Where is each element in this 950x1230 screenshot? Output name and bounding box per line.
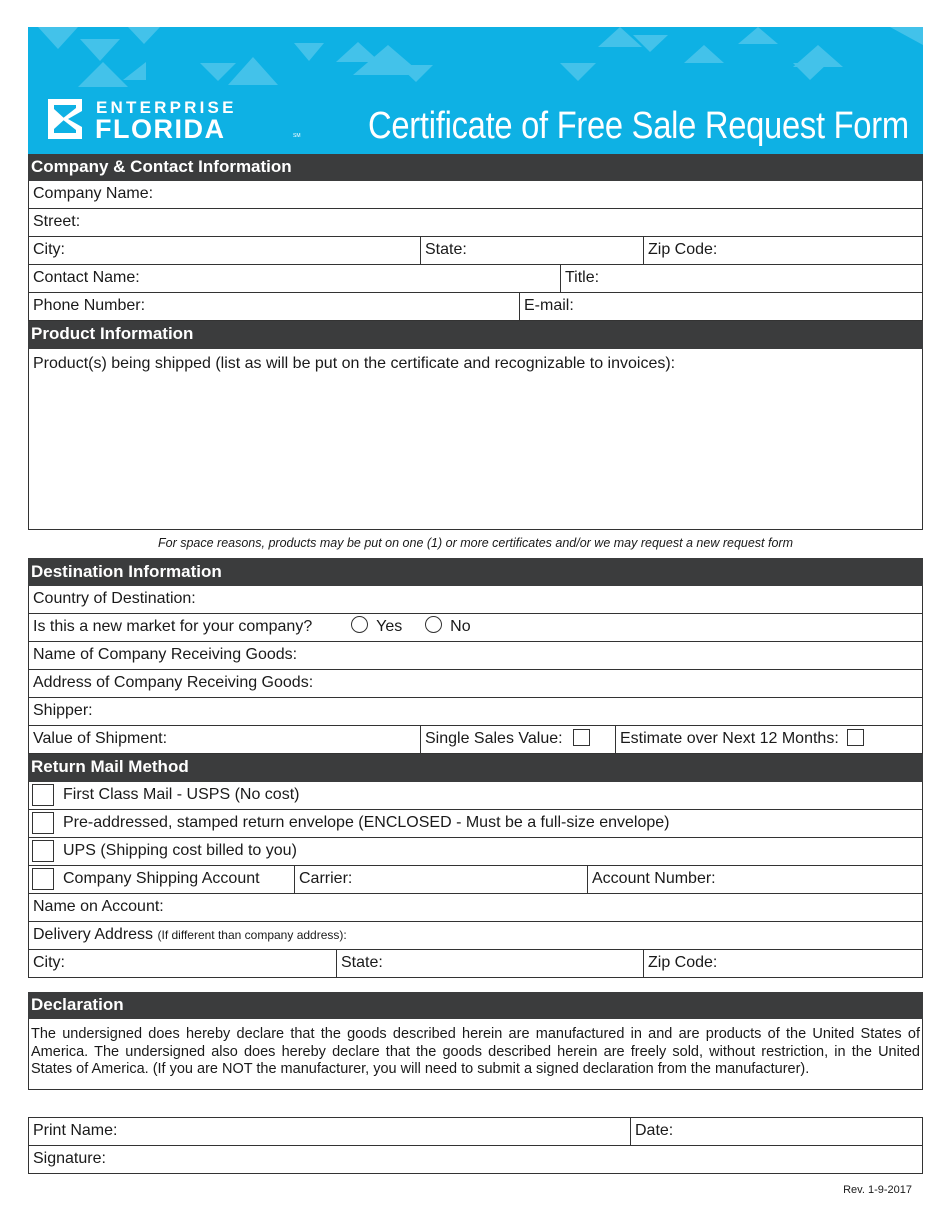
single-sales-value-checkbox[interactable] bbox=[573, 729, 590, 746]
single-sales-value-label: Single Sales Value: bbox=[425, 730, 563, 747]
no-radio[interactable] bbox=[425, 616, 442, 633]
zip-code-field[interactable]: Zip Code: bbox=[643, 237, 922, 264]
row-print-name-date bbox=[28, 1117, 923, 1146]
value-of-shipment-field[interactable]: Value of Shipment: bbox=[33, 730, 168, 747]
pre-addressed-checkbox[interactable] bbox=[32, 812, 54, 834]
row-first-class bbox=[28, 782, 923, 810]
yes-radio[interactable] bbox=[351, 616, 368, 633]
row-receiver-name bbox=[28, 642, 923, 670]
receiver-name-field[interactable]: Name of Company Receiving Goods: bbox=[33, 646, 298, 663]
carrier-field[interactable]: Carrier: bbox=[294, 866, 587, 893]
ups-checkbox[interactable] bbox=[32, 840, 54, 862]
row-shipper bbox=[28, 698, 923, 726]
phone-number-field[interactable]: Phone Number: bbox=[33, 297, 146, 314]
single-sales-value-cell bbox=[420, 726, 615, 753]
row-signature bbox=[28, 1146, 923, 1174]
delivery-state-field[interactable]: State: bbox=[336, 950, 643, 977]
date-field[interactable]: Date: bbox=[630, 1118, 922, 1145]
first-class-checkbox[interactable] bbox=[32, 784, 54, 806]
print-name-field[interactable]: Print Name: bbox=[33, 1122, 118, 1139]
row-contact-title bbox=[28, 265, 923, 293]
section-header-destination: Destination Information bbox=[28, 558, 923, 586]
delivery-city-field[interactable]: City: bbox=[33, 954, 65, 971]
no-label: No bbox=[450, 618, 471, 635]
row-value bbox=[28, 726, 923, 754]
row-delivery-city-state-zip bbox=[28, 950, 923, 978]
row-pre-addressed bbox=[28, 810, 923, 838]
new-market-label: Is this a new market for your company? bbox=[33, 618, 313, 635]
country-of-destination-field[interactable]: Country of Destination: bbox=[33, 590, 196, 607]
account-number-field[interactable]: Account Number: bbox=[587, 866, 922, 893]
signature-field[interactable]: Signature: bbox=[33, 1150, 106, 1167]
company-account-label: Company Shipping Account bbox=[63, 870, 260, 887]
logo-text-bottom: FLORIDA bbox=[95, 114, 226, 144]
row-name-on-account bbox=[28, 894, 923, 922]
estimate-label: Estimate over Next 12 Months: bbox=[620, 730, 839, 747]
products-note: For space reasons, products may be put on one (1) or more certificates and/or we may request a new request form bbox=[157, 536, 794, 550]
declaration-text: The undersigned does hereby declare that the goods described herein are manufactured in and are products of the United States of America. The undersigned also does hereby declare that the goods described herein are freely sold, without restriction, in the United States of America. (If you are NOT the manufacturer, you will need to submit a signed declaration from the manufacturer). bbox=[28, 1019, 923, 1090]
name-on-account-field[interactable]: Name on Account: bbox=[33, 898, 164, 915]
estimate-cell bbox=[615, 726, 922, 753]
section-header-company: Company & Contact Information bbox=[28, 154, 923, 181]
row-ups bbox=[28, 838, 923, 866]
delivery-zip-field[interactable]: Zip Code: bbox=[643, 950, 922, 977]
row-city-state-zip bbox=[28, 237, 923, 265]
delivery-address-label: Delivery Address bbox=[33, 926, 154, 943]
row-company-account bbox=[28, 866, 923, 894]
row-receiver-address bbox=[28, 670, 923, 698]
section-header-return-mail: Return Mail Method bbox=[28, 754, 923, 782]
new-market-question bbox=[29, 614, 922, 641]
state-field[interactable]: State: bbox=[420, 237, 643, 264]
company-account-checkbox[interactable] bbox=[32, 868, 54, 890]
row-new-market bbox=[28, 614, 923, 642]
row-phone-email bbox=[28, 293, 923, 321]
shipper-field[interactable]: Shipper: bbox=[33, 702, 93, 719]
ups-label: UPS (Shipping cost billed to you) bbox=[63, 842, 297, 859]
city-field[interactable]: City: bbox=[33, 241, 65, 258]
pre-addressed-label: Pre-addressed, stamped return envelope (ENCLOSED - Must be a full-size envelope) bbox=[63, 814, 670, 831]
row-company-name bbox=[28, 181, 923, 209]
yes-label: Yes bbox=[376, 618, 403, 635]
company-name-field[interactable]: Company Name: bbox=[33, 185, 154, 202]
header-banner bbox=[28, 27, 923, 154]
delivery-address-note: (If different than company address): bbox=[157, 928, 347, 942]
estimate-checkbox[interactable] bbox=[847, 729, 864, 746]
logo-text-top: ENTERPRISE bbox=[96, 98, 237, 117]
products-box[interactable] bbox=[28, 349, 923, 530]
logo-mark-icon bbox=[48, 99, 82, 139]
first-class-label: First Class Mail - USPS (No cost) bbox=[63, 786, 300, 803]
delivery-address-field[interactable] bbox=[29, 922, 922, 949]
row-street bbox=[28, 209, 923, 237]
page-title: Certificate of Free Sale Request Form bbox=[368, 105, 909, 147]
street-field[interactable]: Street: bbox=[33, 213, 81, 230]
section-header-product: Product Information bbox=[28, 321, 923, 349]
contact-name-field[interactable]: Contact Name: bbox=[33, 269, 140, 286]
revision-label: Rev. 1-9-2017 bbox=[843, 1184, 912, 1196]
email-field[interactable]: E-mail: bbox=[519, 293, 922, 320]
products-label: Product(s) being shipped (list as will be put on the certificate and recognizable to invoices): bbox=[33, 355, 676, 372]
logo-service-mark: SM bbox=[293, 133, 301, 139]
section-header-declaration: Declaration bbox=[28, 992, 923, 1019]
row-country bbox=[28, 586, 923, 614]
title-field[interactable]: Title: bbox=[560, 265, 922, 292]
row-delivery-address bbox=[28, 922, 923, 950]
receiver-address-field[interactable]: Address of Company Receiving Goods: bbox=[33, 674, 314, 691]
